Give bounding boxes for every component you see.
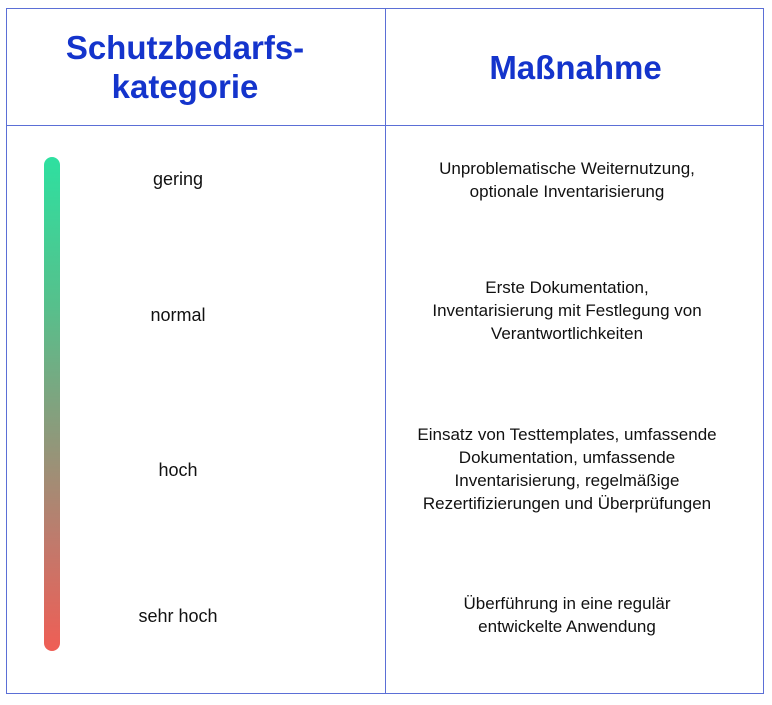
protection-level-gradient-bar xyxy=(44,157,60,651)
measure-sehr-hoch xyxy=(382,592,752,638)
header-divider xyxy=(7,125,763,126)
measure-line: Inventarisierung, regelmäßige xyxy=(454,471,680,490)
measure-line: Dokumentation, umfassende xyxy=(458,448,676,467)
header-measure xyxy=(386,9,765,125)
measure-line: Rezertifizierungen und Überprüfungen xyxy=(422,494,712,513)
level-label-hoch: hoch xyxy=(158,460,198,480)
header-measure-label: Maßnahme xyxy=(489,48,662,86)
header-category-line-2: kategorie xyxy=(111,68,259,105)
measure-line: Inventarisierung mit Festlegung von xyxy=(432,301,702,320)
measure-line: Verantwortlichkeiten xyxy=(490,324,644,343)
measure-line: Erste Dokumentation, xyxy=(485,278,649,297)
measure-normal xyxy=(382,276,752,345)
header-category-line-1: Schutzbedarfs- xyxy=(65,29,305,66)
level-label-normal: normal xyxy=(150,305,206,325)
level-label-gering: gering xyxy=(152,169,204,189)
measure-line: Einsatz von Testtemplates, umfassende xyxy=(417,425,717,444)
measure-hoch xyxy=(382,423,752,515)
measure-line: Unproblematische Weiternutzung, xyxy=(439,159,695,178)
measure-line: entwickelte Anwendung xyxy=(478,617,656,636)
header-category xyxy=(7,9,363,125)
measure-gering xyxy=(382,157,752,203)
measure-line: Überführung in eine regulär xyxy=(463,594,671,613)
level-label-sehr-hoch: sehr hoch xyxy=(138,606,218,626)
measure-line: optionale Inventarisierung xyxy=(469,182,665,201)
